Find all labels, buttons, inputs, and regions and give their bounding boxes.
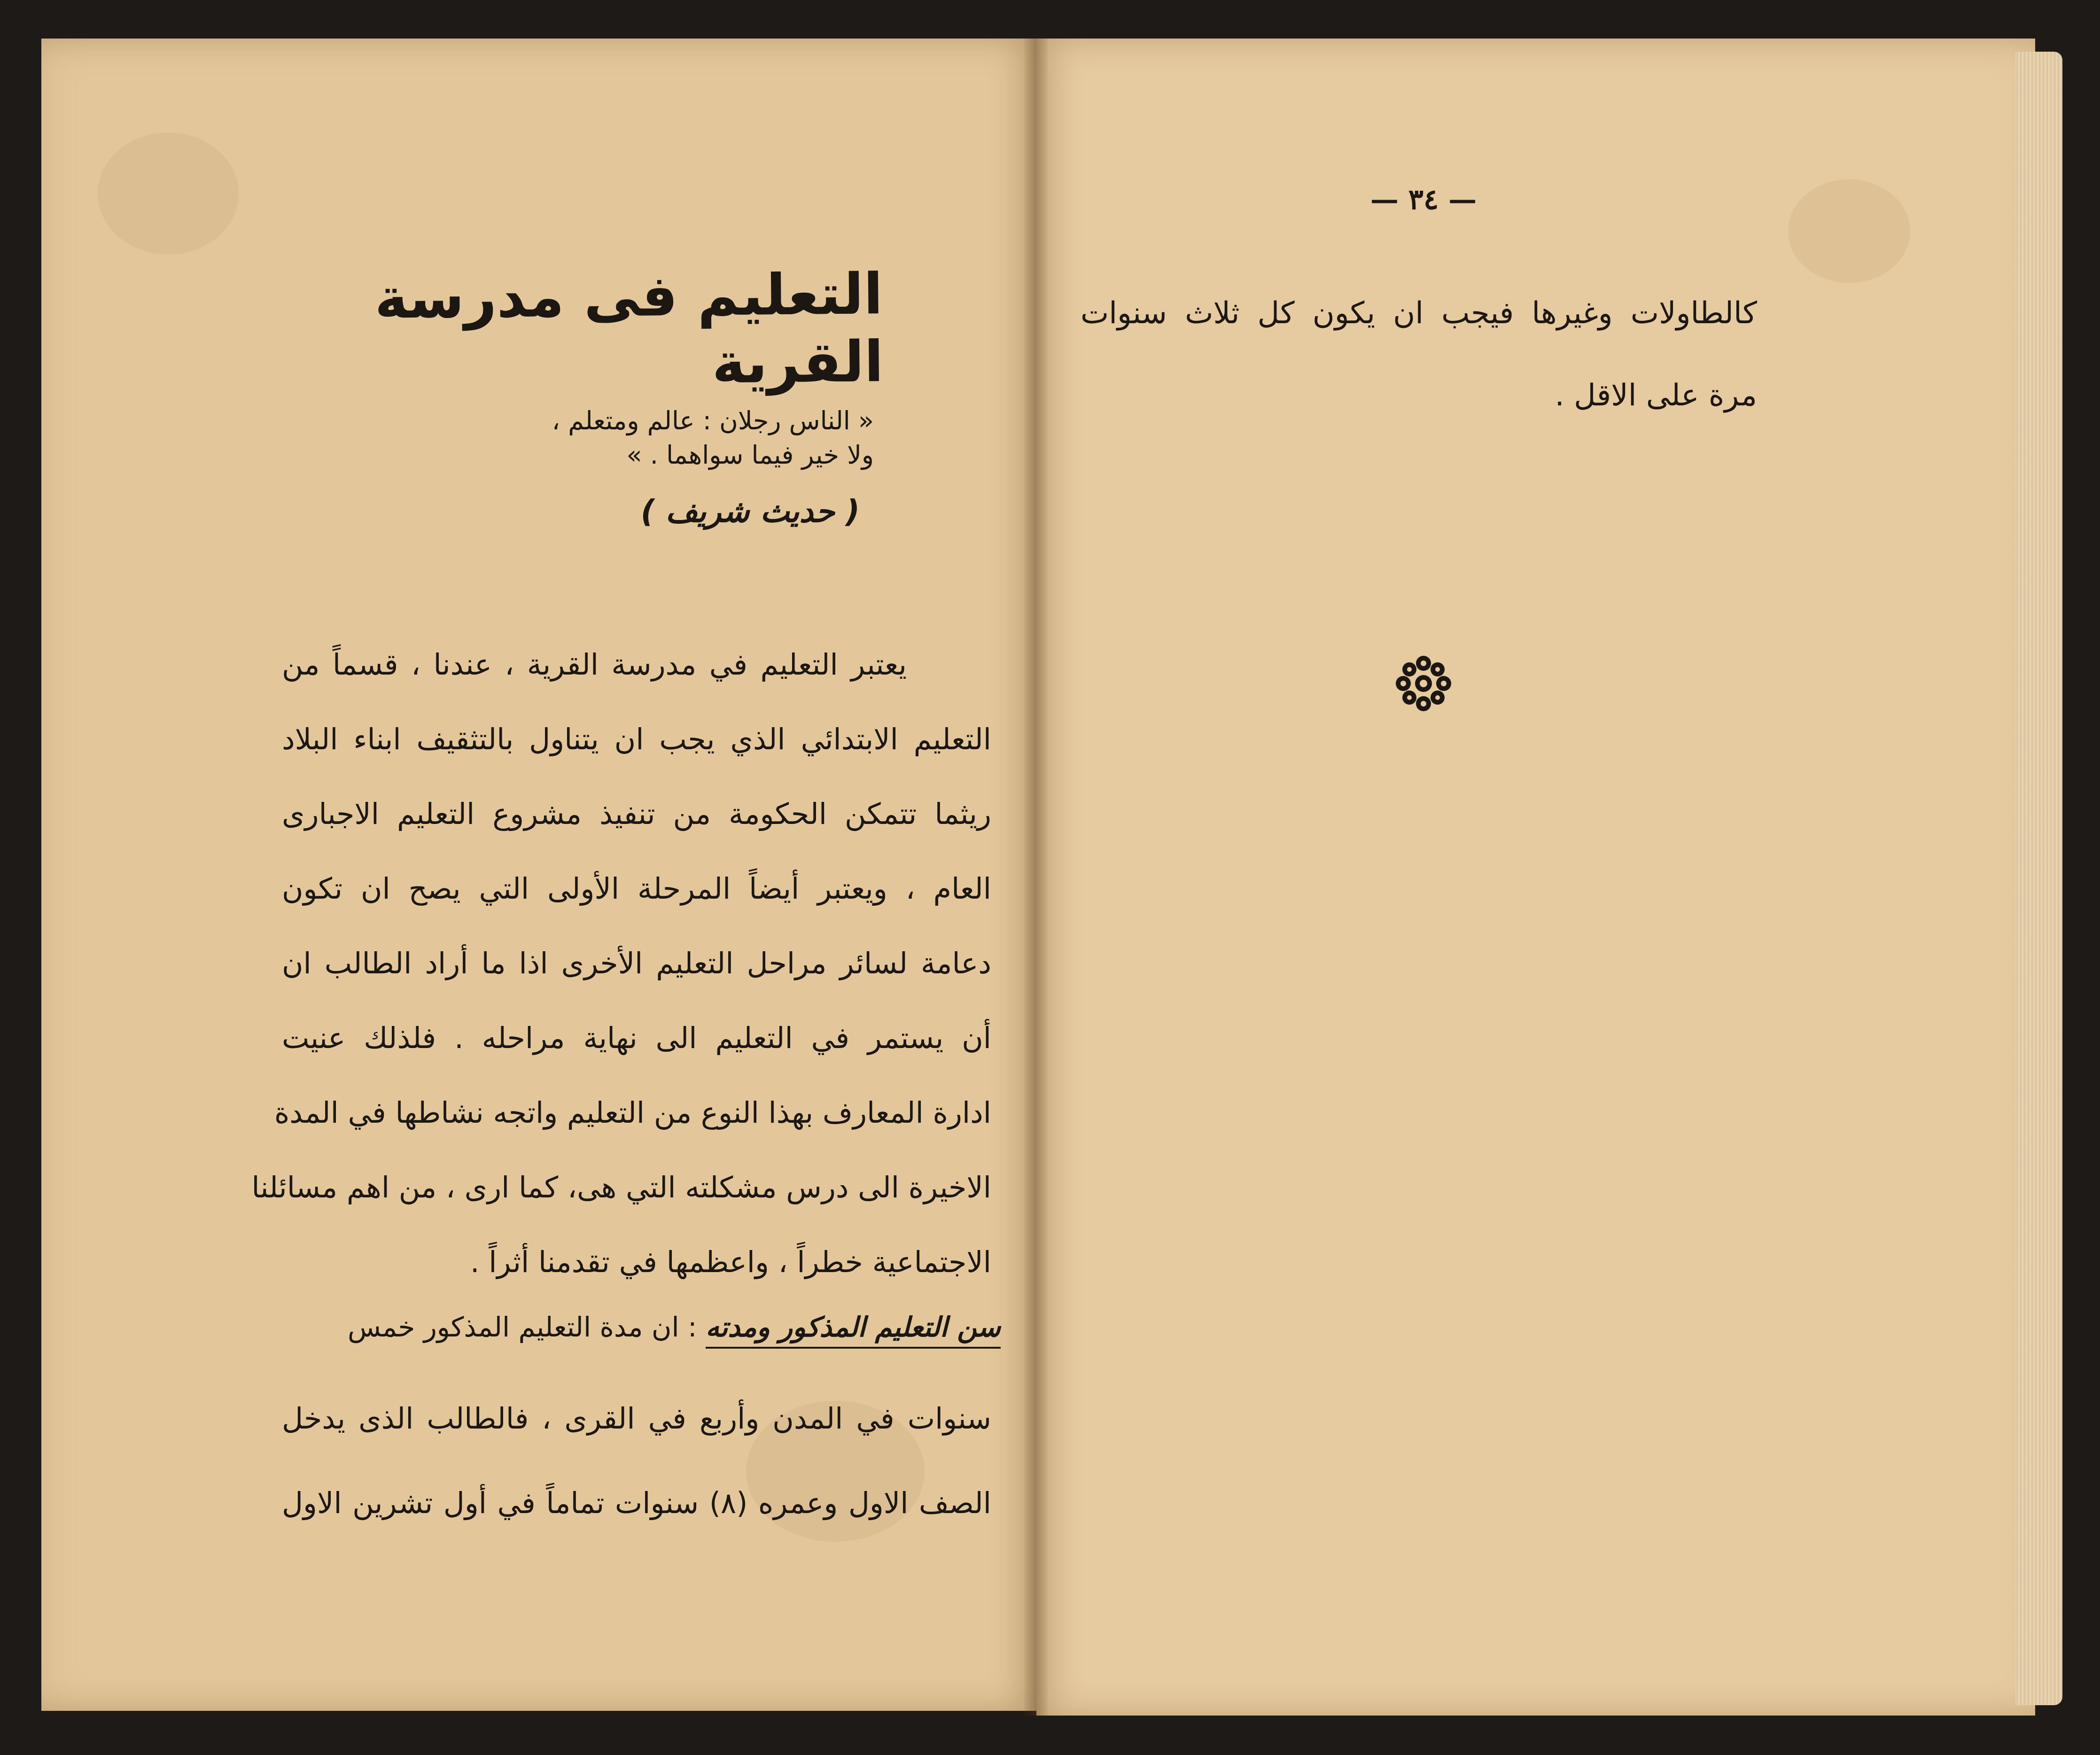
text-line: دعامة لسائر مراحل التعليم الأخرى اذا ما أراد الطالب ان: [282, 946, 991, 980]
epigraph-source: ( حديث شريف ): [640, 493, 860, 529]
text-line: الاخيرة الى درس مشكلته التي هى، كما ارى ، من اهم مسائلنا: [251, 1170, 991, 1204]
chapter-title: التعليم فى مدرسة القرية: [374, 262, 884, 396]
text-line: ريثما تتمكن الحكومة من تنفيذ مشروع التعليم الاجبارى: [282, 797, 991, 831]
text-line: التعليم الابتدائي الذي يجب ان يتناول بالتثقيف ابناء البلاد: [282, 722, 991, 756]
text-line: سنوات في المدن وأربع في القرى ، فالطالب الذى يدخل: [282, 1401, 991, 1436]
body-paragraph: [251, 627, 991, 1299]
epigraph: [470, 404, 874, 473]
text-line: كالطاولات وغيرها فيجب ان يكون كل ثلاث سنوات: [1081, 296, 1757, 331]
rosette-ornament-icon: [1388, 648, 1459, 719]
paper-stain: [98, 132, 239, 255]
epigraph-line: « الناس رجلان : عالم ومتعلم ،: [552, 406, 874, 435]
epigraph-line: ولا خير فيما سواهما . »: [626, 440, 874, 470]
right-page-paragraph: [1081, 272, 1757, 437]
text-line: مرة على الاقل .: [1555, 378, 1757, 413]
paper-stain: [1788, 179, 1910, 283]
section-heading-continuation: : ان مدة التعليم المذكور خمس: [347, 1311, 697, 1343]
book-gutter: [1024, 39, 1048, 1716]
text-line: أن يستمر في التعليم الى نهاية مراحله . فلذلك عنيت: [282, 1021, 991, 1055]
page-edges: [2015, 52, 2062, 1705]
text-line: الصف الاول وعمره (٨) سنوات تماماً في أول تشرين الاول: [282, 1486, 991, 1520]
text-line: الاجتماعية خطراً ، واعظمها في تقدمنا أثراً .: [470, 1245, 991, 1279]
text-line: ادارة المعارف بهذا النوع من التعليم واتجه نشاطها في المدة: [274, 1095, 991, 1130]
continuation-paragraph: [282, 1376, 991, 1545]
page-number: — ٣٤ —: [1370, 183, 1477, 216]
text-line: العام ، ويعتبر أيضاً المرحلة الأولى التي يصح ان تكون: [282, 871, 991, 906]
section-heading: سن التعليم المذكور ومدته: [706, 1311, 1001, 1349]
text-line: يعتبر التعليم في مدرسة القرية ، عندنا ، قسماً من: [282, 647, 907, 682]
section-heading-line: [277, 1297, 1001, 1358]
